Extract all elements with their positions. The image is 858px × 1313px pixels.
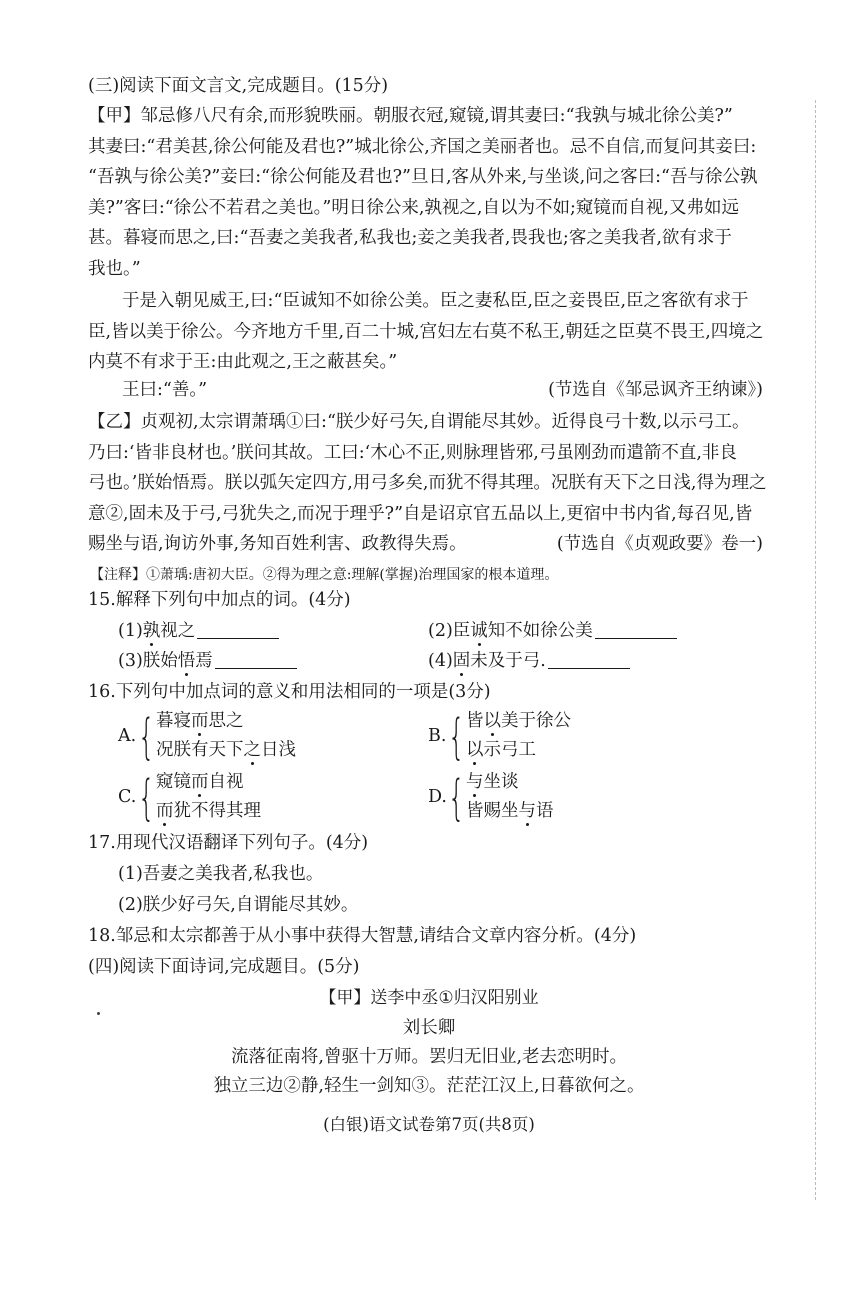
yi-line: 弓也。’朕始悟焉。朕以弧矢定四方,用弓多矣,而犹不得其理。况朕有天下之日浅,得为理之 [88,473,767,493]
answer-blank [595,620,677,639]
yi-line: 乃曰:‘皆非良材也。’朕问其故。工曰:‘木心不正,则脉理皆邪,弓虽刚劲而遣箭不直,非良 [88,442,737,463]
q16-option-line [466,799,554,823]
q17-sentence-1: (1)吾妻之美我者,私我也。 [118,864,324,884]
q16-line-after: 坐谈 [483,772,519,792]
q16-option-line [156,799,261,823]
poem-title: 【甲】送李中丞①归汉阳别业 [319,988,539,1008]
q15-item [428,649,630,673]
q15-item-dotted-word: 诚 [470,621,488,641]
jia-para3-text: 王曰:“善。” [122,380,208,400]
jia-line: “吾孰与徐公美?”妾曰:“徐公何能及君也?”旦日,客从外来,与坐谈,问之客曰:“吾与徐公孰 [88,167,758,187]
q15-item-suffix: 视之 [160,621,196,641]
annotation-note: 【注释】①萧瑀:唐初大臣。②得为理之意:理解(掌握)治理国家的根本道理。 [90,567,559,583]
jia-line: 其妻曰:“君美甚,徐公何能及君也?”城北徐公,齐国之美丽者也。忌不自信,而复问其妾曰: [88,136,757,157]
poem-line-1: 流落征南将,曾驱十万师。罢归无旧业,老去恋明时。 [230,1047,628,1067]
q15-item [118,649,297,673]
q16-line-after: 犹不得其理 [173,801,261,821]
page-footer: (白银)语文试卷第7页(共8页) [323,1115,535,1134]
q16-option-letter: D. [428,787,447,807]
yi-source: (节选自《贞观政要》卷一) [556,534,763,554]
yi-line: 【乙】贞观初,太宗谓萧瑀①曰:“朕少好弓矢,自谓能尽其妙。近得良弓十数,以示弓工。 [88,412,750,432]
poem-author: 刘长卿 [402,1018,456,1038]
q16-dotted-word: 而 [156,801,174,821]
q15-item-prefix: (3)朕始 [118,651,178,671]
q17-stem: 17.用现代汉语翻译下列句子。(4分) [88,833,369,853]
q16-dotted-word: 而 [191,772,209,792]
jia-para2-line: 于是入朝见威王,曰:“臣诚知不如徐公美。臣之妻私臣,臣之妾畏臣,臣之客欲有求于 [122,291,749,311]
brace-icon: { [448,770,465,826]
q16-stem: 16.下列句中加点词的意义和用法相同的一项是(3分) [88,682,491,702]
q16-dotted-word: 之 [243,740,261,760]
q16-line-before: 暮寝 [156,711,191,731]
brace-icon: { [448,709,465,765]
q16-dotted-word: 以 [483,711,501,731]
q16-dotted-word: 与 [466,772,484,792]
jia-line: 【甲】邹忌修八尺有余,而形貌昳丽。朝服衣冠,窥镜,谓其妻曰:“我孰与城北徐公美?” [88,106,733,126]
q16-option-line [156,770,244,794]
section3-heading: (三)阅读下面文言文,完成题目。(15分) [88,76,389,96]
q15-item-prefix: (4) [428,651,453,671]
q16-option-letter: C. [118,787,137,807]
q16-line-after: 自视 [208,772,244,792]
q16-option-line [466,770,519,794]
q16-dotted-word: 以 [466,740,484,760]
q16-line-after: 示弓工 [483,740,536,760]
answer-blank [215,650,297,669]
jia-para2-line: 内莫不有求于王:由此观之,王之蔽甚矣。” [88,352,398,372]
poem-line-2: 独立三边②静,轻生一剑知③。茫茫江汉上,日暮欲何之。 [213,1076,645,1096]
q15-item-dotted-word: 悟 [177,651,196,671]
q16-dotted-word: 与 [518,801,536,821]
q15-item [428,619,677,643]
brace-icon: { [138,770,155,826]
jia-para2-line: 臣,皆以美于徐公。今齐地方千里,百二十城,宫妇左右莫不私王,朝廷之臣莫不畏王,四境之 [88,321,764,342]
q15-item-suffix: 焉 [195,651,213,671]
q16-line-after: 语 [536,801,554,821]
q16-line-before: 窥镜 [156,772,191,792]
jia-line: 甚。暮寝而思之,曰:“吾妻之美我者,私我也;妾之美我者,畏我也;客之美我者,欲有求于 [88,228,732,248]
q16-option-line [466,709,571,733]
q16-line-before: 皆 [466,711,484,731]
scan-speck [97,1012,100,1015]
q16-option-letter: A. [118,726,137,746]
q15-item-prefix: (2)臣 [428,621,471,641]
q15-item [118,619,279,643]
jia-line: 我也。” [88,258,141,279]
q16-dotted-word: 而 [191,711,209,731]
q18-stem: 18.邹忌和太宗都善于从小事中获得大智慧,请结合文章内容分析。(4分) [88,926,637,946]
q16-line-after: 日浅 [261,740,296,760]
answer-blank [197,620,279,639]
q15-item-prefix: (1) [118,621,143,641]
q15-item-suffix: 未及于弓. [470,651,546,671]
q16-line-before: 况朕有天下 [156,740,244,760]
section4-heading: (四)阅读下面诗词,完成题目。(5分) [88,957,360,977]
q16-line-after: 美于徐公 [501,711,571,731]
q16-line-after: 思之 [208,711,244,731]
q15-stem: 15.解释下列句中加点的词。(4分) [88,590,351,610]
q16-line-before: 皆赐坐 [466,801,519,821]
q15-item-suffix: 知不如徐公美 [487,621,593,641]
q16-option-line [156,738,296,762]
q15-item-dotted-word: 孰 [142,621,161,641]
q16-option-line [466,738,536,762]
q15-item-dotted-word: 固 [452,651,471,671]
answer-blank [548,650,630,669]
q17-sentence-2: (2)朕少好弓矢,自谓能尽其妙。 [118,895,359,915]
jia-line: 美?”客曰:“徐公不若君之美也。”明日徐公来,孰视之,自以为不如;窥镜而自视,又弗如远 [88,197,739,218]
brace-icon: { [138,709,155,765]
yi-line: 意②,固未及于弓,弓犹失之,而况于理乎?”自是诏京官五品以上,更宿中书内省,每召见,皆 [88,503,753,524]
yi-last-line: 赐坐与语,询访外事,务知百姓利害、政教得失焉。 [88,534,467,554]
q16-option-line [156,709,244,733]
q16-option-letter: B. [428,726,447,746]
jia-source: (节选自《邹忌讽齐王纳谏》) [548,380,763,400]
